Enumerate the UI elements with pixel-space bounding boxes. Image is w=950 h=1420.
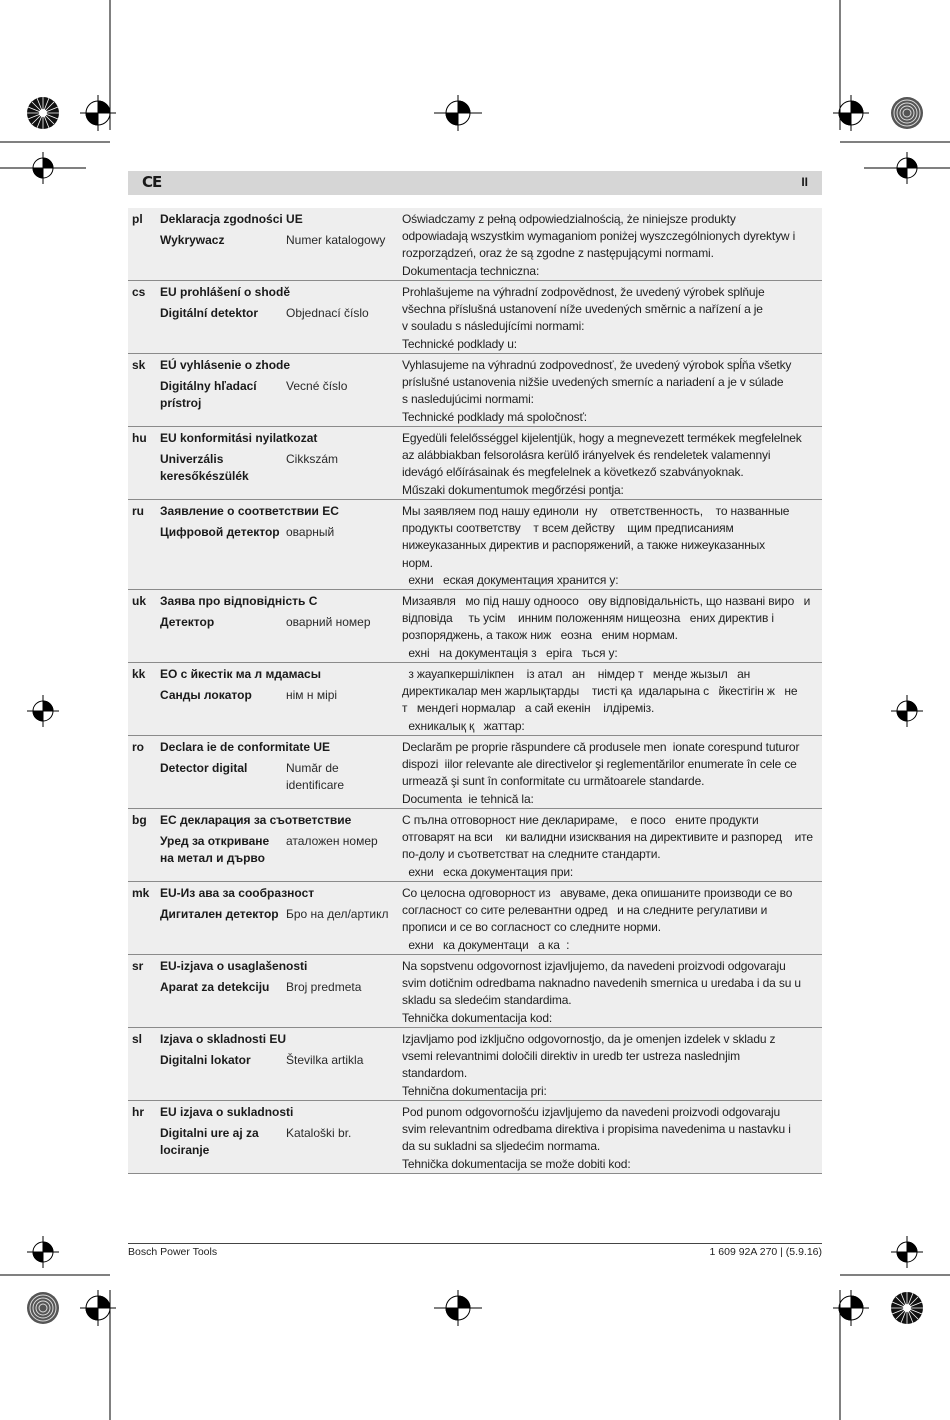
declaration-table [128, 208, 822, 1174]
declaration-text-line: Izjavljamo pod izključno odgovornostjo, da je omenjen izdelek v skladu z [402, 1032, 776, 1046]
declaration-title: EÚ vyhlásenie o zhode [160, 358, 291, 372]
declaration-title: EU-izjava o usaglašenosti [160, 959, 308, 973]
language-code: bg [132, 813, 147, 827]
language-code: hr [132, 1105, 144, 1119]
declaration-text-line: відповіда ть усім инним положенням нищеозна ених директив і [402, 611, 774, 626]
declaration-text-line: норм. [402, 555, 433, 570]
product-name: Санды локатор [160, 688, 252, 702]
declaration-row [128, 590, 822, 663]
language-code: sl [132, 1032, 143, 1046]
language-code: uk [132, 594, 147, 608]
declaration-row [128, 354, 822, 427]
catalog-number-label: Cikkszám [286, 452, 339, 466]
ce-mark-logo: CE [142, 173, 162, 191]
declaration-row [128, 208, 822, 281]
declaration-text [402, 593, 820, 662]
declaration-text-line: az alábbiakban felsorolásra kerülő irányelvek és rendeletek valamennyi [402, 448, 771, 463]
declaration-text-line: Мизаявля мо під нашу одноосо ову відповідальність, що названі виро и [402, 594, 811, 608]
declaration-text-line: Со целосна одговорност из авуваме, дека опишаните производи се во [402, 886, 793, 900]
catalog-number-label: Kataloški br. [286, 1126, 352, 1140]
catalog-number-label: нім н мірі [286, 688, 338, 702]
footer-doc-number: 1 609 92A 270 | (5.9.16) [709, 1246, 822, 1258]
catalog-number-label: аталожен номер [286, 834, 378, 848]
catalog-number-label: Objednací číslo [286, 306, 369, 320]
declaration-title: ЕС декларация за съответствие [160, 813, 352, 827]
footer-divider [128, 1243, 822, 1244]
declaration-text-line: Мы заявляем под нашу единоли ну ответственность, то названные [402, 504, 790, 518]
declaration-text-line: Pod punom odgovornošću izjavljujemo da navedeni proizvodi odgovaraju [402, 1105, 781, 1119]
declaration-text-line: idevágó előírásainak és megfelelnek a következő szabványoknak. [402, 465, 744, 480]
declaration-title: Izjava o skladnosti EU [160, 1032, 287, 1046]
product-name: Дигитален детектор [160, 907, 279, 921]
header-bar [128, 171, 822, 195]
declaration-text-line: svim dotičnim odredbama naknadno navedenih smernica u uredaba i da su u [402, 976, 801, 991]
declaration-text-line: urmează şi sunt în conformitate cu următoarele standarde. [402, 774, 705, 789]
declaration-text-line: Vyhlasujeme na výhradnú zodpovednosť, že uvedený výrobok spĺňa všetky [402, 358, 792, 372]
product-name: Digitalni ure aj za lociranje [160, 1126, 259, 1157]
declaration-text-line: директикалар мен жарлықтарды тисті қа идаларына с йкестігін ж не [402, 684, 798, 699]
declaration-text-line: s nasledujúcimi normami: [402, 392, 534, 407]
product-name: Детектор [160, 615, 215, 629]
declaration-text-line: нижеуказанных директив и распоряжений, а также нижеуказанных [402, 538, 766, 553]
declaration-text-line: príslušné ustanovenia nižšie uvedených smerníc a nariadení a je v súlade [402, 375, 784, 390]
declaration-text-line: Tehnička dokumentacija se može dobiti kod: [402, 1156, 631, 1171]
language-code: cs [132, 285, 146, 299]
product-name: Digitální detektor [160, 306, 259, 320]
declaration-text-line: rozporządzeń, oraz że są zgodne z następującymi normami. [402, 246, 714, 261]
declaration-text-line: Documenta ie tehnică la: [402, 791, 534, 806]
declaration-text [402, 284, 820, 353]
declaration-text-line: согласност со сите релевантни одред и на следните регулативи и [402, 903, 768, 918]
declaration-text-line: standardom. [402, 1066, 468, 1081]
declaration-text-line: отговарят на вси ки валидни изисквания на директивите и разпоред ите [402, 830, 813, 845]
product-name: Digitalni lokator [160, 1053, 251, 1067]
declaration-text-line: Dokumentacja techniczna: [402, 263, 540, 278]
declaration-text-line: ехні на документація з еріга ться у: [402, 645, 618, 660]
product-name: Wykrywacz [160, 233, 225, 247]
declaration-text [402, 1104, 820, 1173]
product-name: Digitálny hľadací prístroj [160, 379, 257, 410]
declaration-text-line: všechna příslušná ustanovení níže uvedených směrnic a nařízení a je [402, 302, 763, 317]
declaration-row [128, 281, 822, 354]
declaration-text-line: т мендегі нормалар а сай екенін ілдіреміз. [402, 701, 655, 716]
declaration-title: Declara ie de conformitate UE [160, 740, 331, 754]
product-name: Уред за откриване на метал и дърво [160, 834, 270, 865]
product-name: Цифровой детектор [160, 525, 280, 539]
footer-brand: Bosch Power Tools [128, 1246, 218, 1258]
declaration-text-line: Na sopstvenu odgovornost izjavljujemo, da navedeni proizvodi odgovaraju [402, 959, 786, 973]
catalog-number-label: Številka artikla [286, 1053, 364, 1067]
declaration-text-line: по-долу и съответстват на следните стандарти. [402, 847, 661, 862]
catalog-number-label: Broj predmeta [286, 980, 362, 994]
catalog-number-label: Бро на дел/артикл [286, 907, 389, 921]
language-code: ro [132, 740, 144, 754]
declaration-text [402, 1031, 820, 1100]
declaration-row [128, 809, 822, 882]
declaration-text [402, 211, 820, 280]
declaration-text-line: ехникалық қ жаттар: [402, 718, 525, 733]
declaration-text [402, 666, 820, 735]
declaration-text-line: Technické podklady má spoločnosť: [402, 409, 587, 424]
declaration-text-line: v souladu s následujícími normami: [402, 319, 585, 334]
declaration-row [128, 500, 822, 590]
declaration-row [128, 1101, 822, 1174]
declaration-text-line: Declarăm pe proprie răspundere că produsele men ionate corespund tuturor [402, 740, 800, 754]
catalog-number-label: оварный [286, 525, 335, 539]
declaration-text-line: продукты соответству т всем действу щим предписаниям [402, 521, 734, 536]
declaration-title: EU prohlášení o shodě [160, 285, 291, 299]
declaration-text-line: С пълна отговорност ние декларираме, е посо ените продукти [402, 813, 759, 827]
language-code: ru [132, 504, 144, 518]
declaration-text-line: svim relevantnim odredbama direktiva i propisima navedenima u nastavku i [402, 1122, 791, 1137]
declaration-title: Deklaracja zgodności UE [160, 212, 303, 226]
declaration-title: Заява про відповідність С [160, 594, 318, 608]
language-code: sr [132, 959, 144, 973]
declaration-text [402, 430, 820, 499]
product-name: Aparat za detekciju [160, 980, 270, 994]
declaration-text-line: ехни еска документация при: [402, 864, 574, 879]
language-code: kk [132, 667, 146, 681]
declaration-text-line: Műszaki dokumentumok megőrzési pontja: [402, 482, 624, 497]
declaration-title: Заявление о соответствии ЕС [160, 504, 339, 518]
declaration-title: EU-Из ава за сообразност [160, 886, 315, 900]
declaration-text-line: ехни ка документаци а ка : [402, 937, 570, 952]
declaration-title: EU konformitási nyilatkozat [160, 431, 318, 445]
declaration-text-line: da su sukladni sa sljedećim normama. [402, 1139, 601, 1154]
declaration-text-line: Oświadczamy z pełną odpowiedzialnością, że niniejsze produkty [402, 212, 736, 226]
declaration-text-line: Tehnička dokumentacija kod: [402, 1010, 553, 1025]
language-code: sk [132, 358, 146, 372]
declaration-row [128, 736, 822, 809]
declaration-text-line: Tehnična dokumentacija pri: [402, 1083, 547, 1098]
declaration-row [128, 427, 822, 500]
declaration-text [402, 885, 820, 954]
product-name: Detector digital [160, 761, 248, 775]
declaration-text [402, 357, 820, 426]
declaration-text [402, 739, 820, 808]
declaration-text [402, 503, 820, 589]
declaration-title: ЕО с йкестік ма л мдамасы [160, 667, 321, 681]
declaration-text-line: dispozi iilor relevante ale directivelor şi reglementărilor enumerate în cele ce [402, 757, 797, 772]
declaration-row [128, 882, 822, 955]
catalog-number-label: Număr de identificare [286, 761, 345, 792]
language-code: hu [132, 431, 147, 445]
product-name: Univerzális keresőkészülék [160, 452, 249, 483]
declaration-text [402, 958, 820, 1027]
declaration-text-line: vsemi relevantnimi določili direktiv in uredb ter ustreza naslednjim [402, 1049, 740, 1064]
declaration-text-line: розпоряджень, а також ниж еозна еним нормам. [402, 628, 678, 643]
language-code: mk [132, 886, 150, 900]
declaration-text-line: Prohlašujeme na výhradní zodpovědnost, že uvedený výrobek splňuje [402, 285, 765, 299]
declaration-text-line: Egyedüli felelősséggel kijelentjük, hogy a megnevezett termékek megfelelnek [402, 431, 802, 445]
declaration-text-line: Technické podklady u: [402, 336, 517, 351]
language-code: pl [132, 212, 143, 226]
catalog-number-label: Numer katalogowy [286, 233, 386, 247]
catalog-number-label: Vecné číslo [286, 379, 348, 393]
declaration-text-line: odpowiadają wszystkim wymaganiom poniżej wyszczególnionych dyrektyw i [402, 229, 796, 244]
catalog-number-label: оварний номер [286, 615, 371, 629]
page-number: II [801, 175, 808, 189]
declaration-text-line: skladu sa sledećim standardima. [402, 993, 572, 1008]
declaration-text-line: з жауапкершілікпен із атал ан німдер т менде жызыл ан [402, 667, 751, 681]
declaration-text-line: ехни еская документация хранится у: [402, 572, 619, 587]
declaration-row [128, 1028, 822, 1101]
declaration-title: EU izjava o sukladnosti [160, 1105, 294, 1119]
declaration-text [402, 812, 820, 881]
declaration-row [128, 955, 822, 1028]
declaration-text-line: прописи и се во согласност со следните норми. [402, 920, 661, 935]
declaration-row [128, 663, 822, 736]
